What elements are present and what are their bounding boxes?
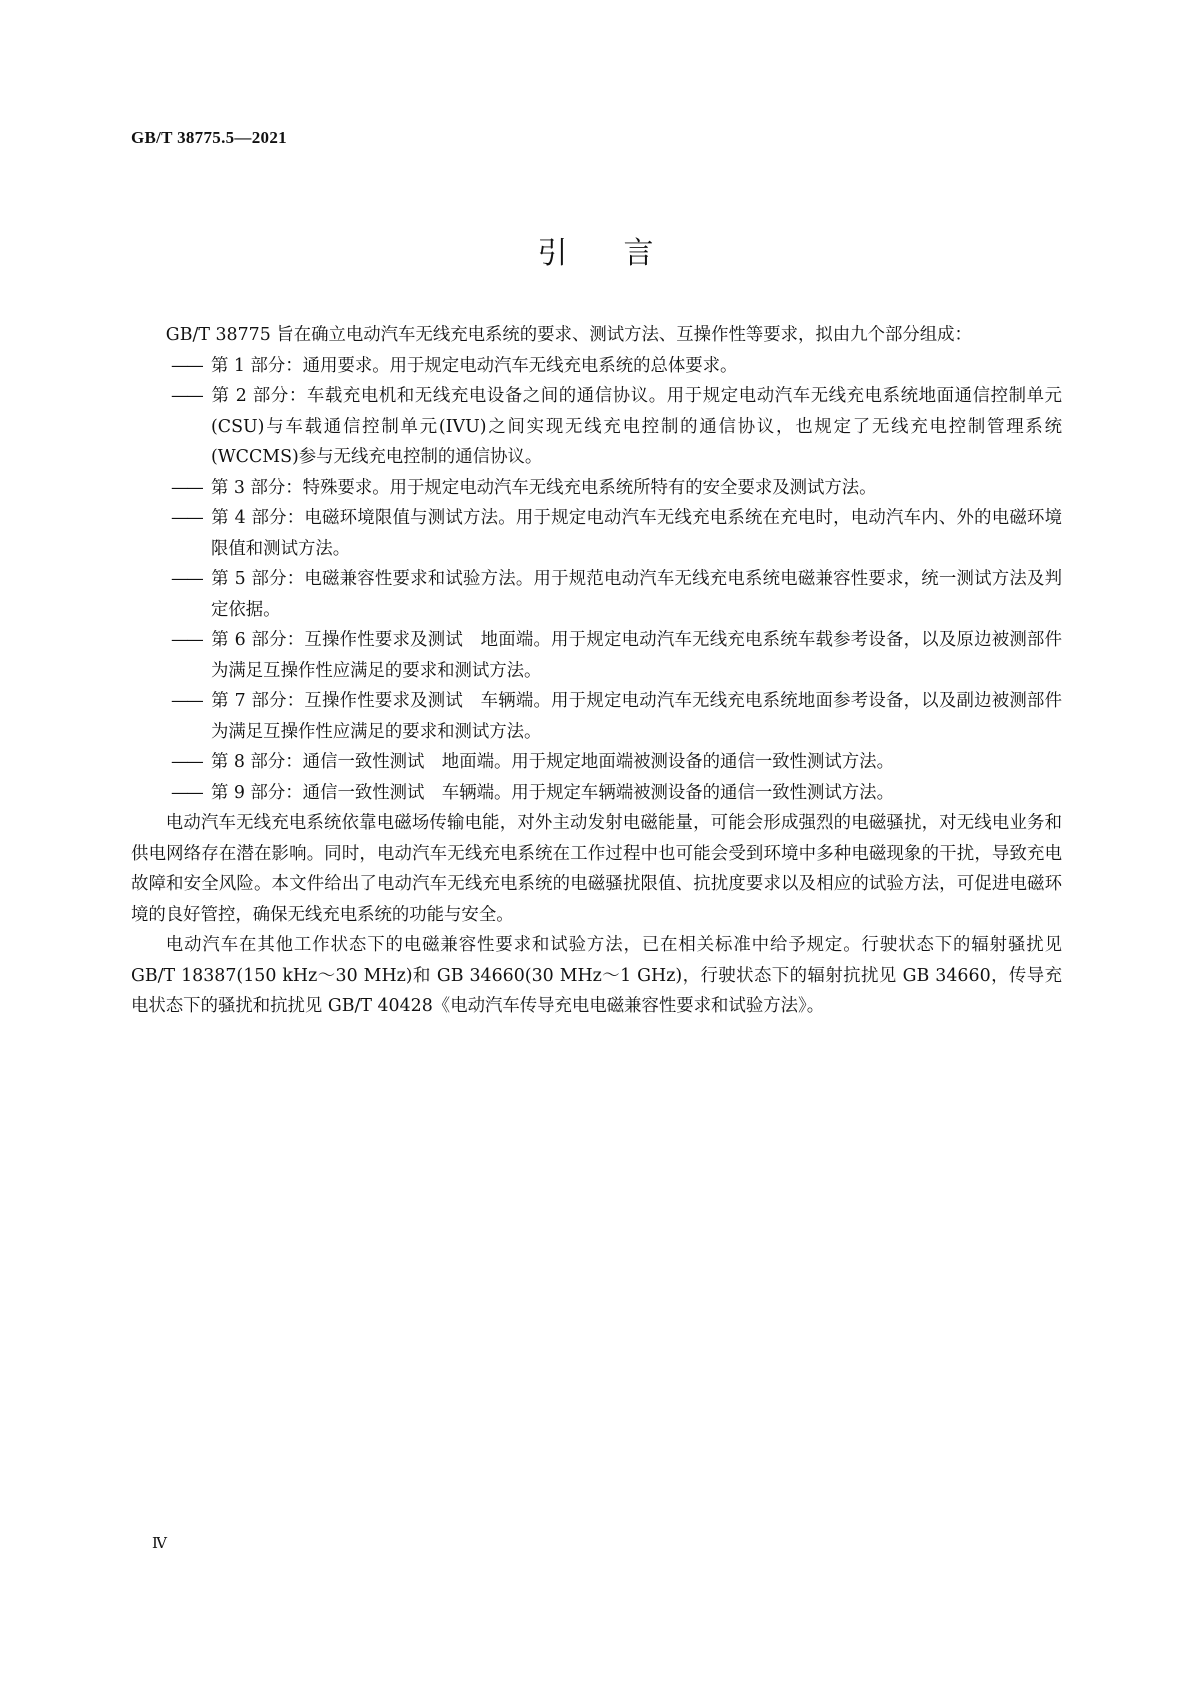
list-item-text: 第 5 部分：电磁兼容性要求和试验方法。用于规范电动汽车无线充电系统电磁兼容性要求，统一测试方法及判定依据。 bbox=[211, 569, 1062, 620]
body-paragraph: 电动汽车无线充电系统依靠电磁场传输电能，对外主动发射电磁能量，可能会形成强烈的电磁骚扰，对无线电业务和供电网络存在潜在影响。同时，电动汽车无线充电系统在工作过程中也可能会受到环境中多种电磁现象的干扰，导致充电故障和安全风险。本文件给出了电动汽车无线充电系统的电磁骚扰限值、抗扰度要求以及相应的试验方法，可促进电磁环境的良好管控，确保无线充电系统的功能与安全。 bbox=[131, 813, 1062, 925]
list-dash: —— bbox=[171, 782, 202, 803]
list-dash: —— bbox=[171, 508, 202, 528]
list-item bbox=[131, 503, 1062, 564]
list-item-text: 第 6 部分：互操作性要求及测试 地面端。用于规定电动汽车无线充电系统车载参考设备，以及原边被测部件为满足互操作性应满足的要求和测试方法。 bbox=[211, 630, 1062, 681]
standard-code: GB/T 38775.5—2021 bbox=[131, 128, 287, 147]
list-dash: —— bbox=[171, 477, 202, 498]
list-item bbox=[131, 686, 1062, 747]
document-body bbox=[131, 320, 1062, 1022]
body-paragraph: 电动汽车在其他工作状态下的电磁兼容性要求和试验方法，已在相关标准中给予规定。行驶状态下的辐射骚扰见 GB/T 18387(150 kHz～30 MHz)和 GB 34660(30 MHz～1 GHz)，行驶状态下的辐射抗扰见 GB 34660，传导充电状态下的骚扰和抗扰见 GB/T 40428《电动汽车传导充电电磁兼容性要求和试验方法》。 bbox=[131, 935, 1062, 1016]
intro-paragraph: GB/T 38775 旨在确立电动汽车无线充电系统的要求、测试方法、互操作性等要求，拟由九个部分组成： bbox=[165, 325, 972, 345]
list-item bbox=[131, 625, 1062, 686]
list-dash: —— bbox=[171, 691, 202, 711]
list-item-text: 第 9 部分：通信一致性测试 车辆端。用于规定车辆端被测设备的通信一致性测试方法。 bbox=[211, 782, 894, 803]
list-item bbox=[131, 381, 1062, 473]
list-dash: —— bbox=[171, 569, 202, 589]
list-item-text: 第 4 部分：电磁环境限值与测试方法。用于规定电动汽车无线充电系统在充电时，电动汽车内、外的电磁环境限值和测试方法。 bbox=[211, 508, 1062, 559]
list-item-text: 第 7 部分：互操作性要求及测试 车辆端。用于规定电动汽车无线充电系统地面参考设备，以及副边被测部件为满足互操作性应满足的要求和测试方法。 bbox=[211, 691, 1062, 742]
list-item-text: 第 3 部分：特殊要求。用于规定电动汽车无线充电系统所特有的安全要求及测试方法。 bbox=[211, 477, 877, 498]
list-item bbox=[131, 351, 1062, 382]
list-item bbox=[131, 564, 1062, 625]
list-item-text: 第 8 部分：通信一致性测试 地面端。用于规定地面端被测设备的通信一致性测试方法。 bbox=[211, 752, 894, 772]
list-dash: —— bbox=[171, 630, 202, 650]
list-item bbox=[131, 747, 1062, 778]
list-item bbox=[131, 473, 1062, 504]
list-dash: —— bbox=[171, 386, 202, 406]
list-dash: —— bbox=[171, 355, 202, 376]
list-item-text: 第 1 部分：通用要求。用于规定电动汽车无线充电系统的总体要求。 bbox=[211, 355, 738, 376]
parts-list bbox=[131, 351, 1062, 809]
list-dash: —— bbox=[171, 752, 202, 772]
list-item bbox=[131, 778, 1062, 809]
page-number: Ⅳ bbox=[152, 1536, 167, 1552]
page-title: 引言 bbox=[537, 236, 710, 271]
list-item-text: 第 2 部分：车载充电机和无线充电设备之间的通信协议。用于规定电动汽车无线充电系统地面通信控制单元(CSU)与车载通信控制单元(IVU)之间实现无线充电控制的通信协议，也规定了无线充电控制管理系统(WCCMS)参与无线充电控制的通信协议。 bbox=[211, 386, 1062, 467]
